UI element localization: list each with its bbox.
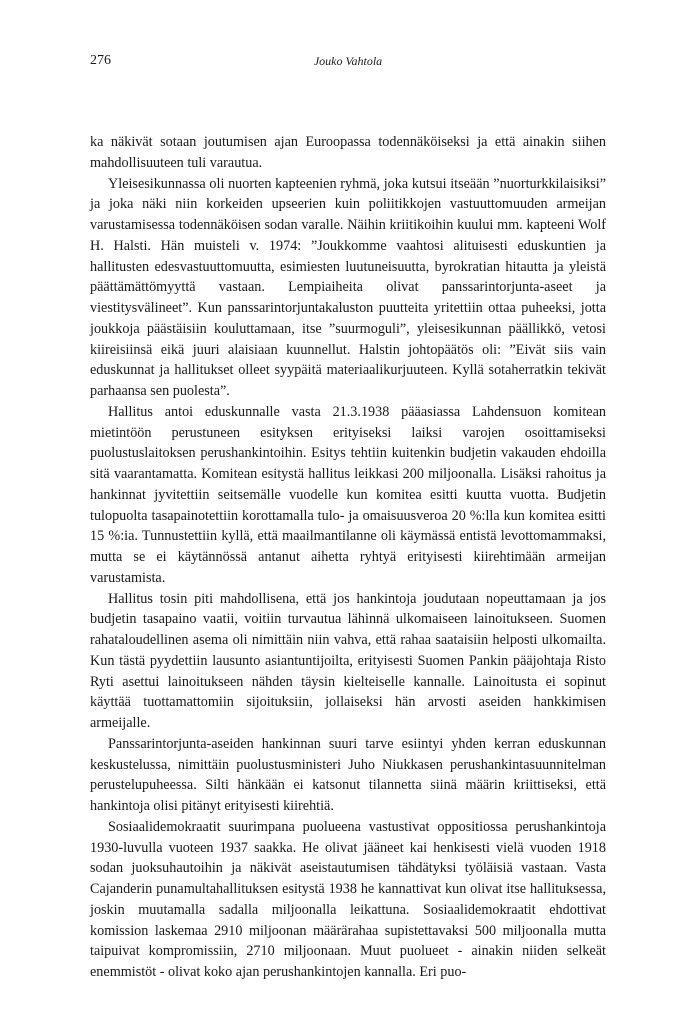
page-header bbox=[90, 53, 606, 73]
paragraph-6: Sosiaalidemokraatit suurimpana puolueena vastustivat oppositiossa perushankintoja 1930-luvulla vuoteen 1937 saakka. He olivat jääneet kai henkisesti vielä vuoden 1918 sodan juoksuhautoihin ja näkivät aseistautumisen tähdätyksi työläisiä vastaan. Vasta Cajanderin punamultahallituksen esitystä 1938 he kannattivat kun olivat itse hallituksessa, joskin muutamalla sadalla miljoonalla leikattuna. Sosiaalidemokraatit ehdottivat komission laskemaa 2910 miljoonan määrärahaa supistettavaksi 500 miljoonalla mutta taipuivat kompromissiin, 2710 miljoonaan. Muut puolueet - ainakin niiden selkeät enemmistöt - olivat koko ajan perushankintojen kannalla. Eri puo- bbox=[90, 818, 606, 980]
body-text bbox=[90, 132, 606, 983]
paragraph-3: Hallitus antoi eduskunnalle vasta 21.3.1938 pääasiassa Lahdensuon komitean mietintöön perustuneen esityksen erityiseksi laiksi varojen osoittamiseksi puolustuslaitoksen perushankintoihin. Esitys tehtiin kuitenkin budjetin vakauden ehdoilla sitä vaarantamatta. Komitean esitystä hallitus leikkasi 200 miljoonalla. Lisäksi rahoitus ja hankinnat jyvitettiin seitsemälle vuodelle kun komitea esitti kuutta vuotta. Budjetin tulopuolta tasapainotettiin korottamalla tulo- ja omaisuusveroa 20 %:lla kun komitea esitti 15 %:ia. Tunnustettiin kyllä, että maailmantilanne oli käymässä entistä levottomammaksi, mutta se ei käytännössä antanut aihetta ryhtyä erityisesti kiirehtimään armeijan varustamista. bbox=[90, 403, 606, 586]
paragraph-2: Yleisesikunnassa oli nuorten kapteenien ryhmä, joka kutsui itseään ”nuorturkkilaisiksi” ja joka näki niin korkeiden upseerien kuin poliitikkojen vastuuttomuuden armeijan varustamisessa todennäköisen sodan varalle. Näihin kriitikoihin kuului mm. kapteeni Wolf H. Halsti. Hän muisteli v. 1974: ”Joukkomme vaahtosi alituisesti eduskuntien ja hallitusten edesvastuuttomuutta, esimiesten luutuneisuutta, byrokratian hitautta ja yleistä päättämättömyyttä vastaan. Lempiaiheita olivat panssarintorjunta-aseet ja viestitysvälineet”. Kun panssarintorjuntakaluston puutteita yritettiin ottaa puheeksi, jotta joukkoja päästäisiin kouluttamaan, itse ”suurmoguli”, yleisesikunnan päällikkö, vetosi kiireisiinsä eikä juuri alaisiaan kuunnellut. Halstin johtopäätös oli: ”Eivät siis vain eduskunnat ja hallitukset olleet syypäitä materiaalikurjuuteen. Kyllä sotaherratkin tekivät parhaansa sen puolesta”. bbox=[90, 175, 606, 399]
paragraph-1: ka näkivät sotaan joutumisen ajan Euroopassa todennäköiseksi ja että ainakin siihen mahdollisuuteen tuli varautua. bbox=[90, 134, 606, 171]
paragraph-4: Hallitus tosin piti mahdollisena, että jos hankintoja joudutaan nopeuttamaan ja jos budjetin tasapaino vaatii, voitiin turvautua lähinnä ulkomaiseen lainoitukseen. Suomen rahataloudellinen asema oli nimittäin niin vahva, että rahaa saataisiin helposti ulkomailta. Kun tästä pyydettiin lausunto asiantuntijoilta, erityisesti Suomen Pankin pääjohtaja Risto Ryti asettui lainoitukseen nähden täysin kielteiselle kannalle. Lainoitusta ei sopinut käyttää tuottamattomiin sijoituksiin, jollaiseksi hän arvosti aseiden hankkimisen armeijalle. bbox=[90, 590, 606, 731]
paragraph-5: Panssarintorjunta-aseiden hankinnan suuri tarve esiintyi yhden kerran eduskunnan keskustelussa, nimittäin puolustusministeri Juho Niukkasen perushankintasuunnitelman perustelupuheessa. Silti hänkään ei katsonut tilannetta siinä määrin kriittiseksi, että hankintoja olisi pitänyt erityisesti kiirehtiä. bbox=[90, 735, 606, 814]
running-head: Jouko Vahtola bbox=[313, 54, 383, 68]
page-number: 276 bbox=[90, 53, 111, 68]
